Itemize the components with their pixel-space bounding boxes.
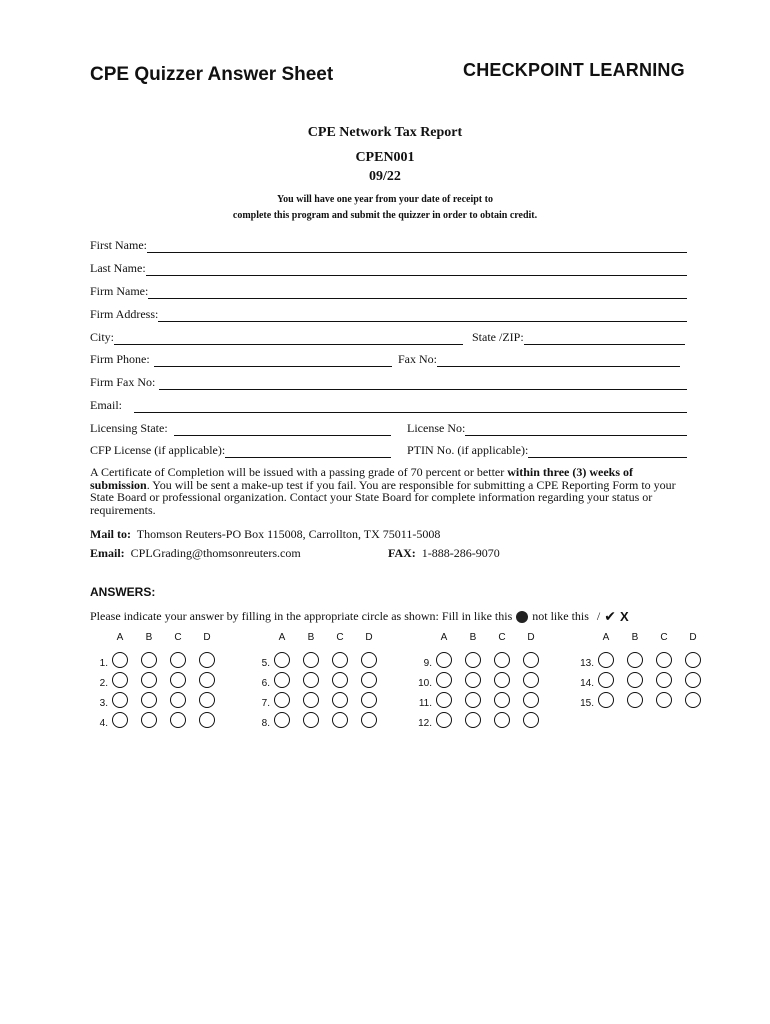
city-label: City: (90, 330, 115, 344)
answer-bubble-a[interactable] (112, 652, 128, 668)
question-number: 10. (418, 678, 432, 689)
answer-bubble-d[interactable] (523, 712, 539, 728)
answer-bubble-d[interactable] (685, 652, 701, 668)
question-number: 3. (99, 698, 108, 709)
email-line[interactable] (134, 400, 687, 413)
grading-email (90, 546, 301, 561)
choice-header-b: B (631, 632, 639, 643)
answer-bubble-d[interactable] (361, 672, 377, 688)
grading-email-address: CPLGrading@thomsonreuters.com (130, 546, 301, 560)
email-label: Email: (90, 398, 122, 412)
course-title: CPE Network Tax Report (307, 125, 463, 140)
firm-fax-line[interactable] (159, 377, 687, 390)
certificate-paragraph (90, 466, 688, 516)
choice-header-a: A (116, 632, 124, 643)
answer-bubble-d[interactable] (199, 692, 215, 708)
fax-no-line[interactable] (437, 354, 680, 367)
answer-bubble-a[interactable] (274, 692, 290, 708)
firm-fax-field[interactable] (90, 375, 687, 390)
ptin-line[interactable] (528, 445, 687, 458)
grading-fax (388, 546, 500, 561)
question-number: 5. (261, 658, 270, 669)
firm-address-line[interactable] (158, 309, 687, 322)
ptin-field[interactable] (407, 443, 687, 458)
answer-bubble-b[interactable] (303, 672, 319, 688)
answer-bubble-c[interactable] (494, 672, 510, 688)
answer-bubble-b[interactable] (465, 652, 481, 668)
grading-email-label: Email: (90, 546, 125, 560)
answer-bubble-c[interactable] (170, 692, 186, 708)
answer-bubble-b[interactable] (141, 712, 157, 728)
first-name-field[interactable] (90, 238, 687, 253)
answer-bubble-c[interactable] (170, 712, 186, 728)
answer-bubble-d[interactable] (361, 692, 377, 708)
choice-header-c: C (660, 632, 668, 643)
choice-header-a: A (440, 632, 448, 643)
choice-header-c: C (174, 632, 182, 643)
course-code: CPEN001 (355, 150, 415, 165)
state-zip-field[interactable] (472, 330, 685, 345)
question-number: 7. (261, 698, 270, 709)
certificate-text-b: . You will be sent a make-up test if you fail. You are responsible for submitting a CPE Reporting Form to your State Board or professional organization. Contact your State Board for complete information regarding your status or requirements. (90, 477, 676, 517)
last-name-label: Last Name: (90, 261, 146, 275)
question-number: 9. (423, 658, 432, 669)
answer-bubble-a[interactable] (274, 712, 290, 728)
cfp-license-label: CFP License (if applicable): (90, 443, 226, 457)
answer-bubble-b[interactable] (627, 672, 643, 688)
deadline-note-line1: You will have one year from your date of receipt to (277, 194, 493, 205)
answer-bubble-c[interactable] (170, 672, 186, 688)
firm-address-label: Firm Address: (90, 307, 159, 321)
first-name-line[interactable] (147, 240, 687, 253)
not-like-text: not like this (532, 609, 589, 623)
filled-circle-icon (516, 611, 528, 623)
slash-text: / (596, 609, 601, 623)
answer-bubble-c[interactable] (170, 652, 186, 668)
answer-bubble-a[interactable] (598, 692, 614, 708)
firm-phone-field[interactable] (90, 352, 392, 367)
answer-bubble-a[interactable] (274, 652, 290, 668)
answer-bubble-b[interactable] (627, 692, 643, 708)
answer-bubble-b[interactable] (627, 652, 643, 668)
certificate-text-a: A Certificate of Completion will be issued with a passing grade of 70 percent or better (90, 465, 508, 479)
answer-bubble-a[interactable] (112, 672, 128, 688)
license-no-line[interactable] (465, 423, 687, 436)
firm-name-line[interactable] (148, 286, 687, 299)
cfp-license-field[interactable] (90, 443, 391, 458)
x-mark-icon: X (619, 609, 629, 624)
choice-header-d: D (527, 632, 535, 643)
answer-bubble-c[interactable] (494, 652, 510, 668)
firm-phone-line[interactable] (154, 354, 392, 367)
licensing-state-field[interactable] (90, 421, 391, 436)
answer-bubble-b[interactable] (303, 692, 319, 708)
answer-bubble-c[interactable] (494, 692, 510, 708)
page-title: CPE Quizzer Answer Sheet (90, 64, 334, 85)
license-no-label: License No: (407, 421, 466, 435)
mail-to-label: Mail to: (90, 527, 131, 541)
answer-bubble-c[interactable] (332, 712, 348, 728)
answers-heading: ANSWERS: (90, 585, 156, 599)
answer-bubble-d[interactable] (685, 672, 701, 688)
answer-bubble-a[interactable] (274, 672, 290, 688)
question-number: 4. (99, 718, 108, 729)
answer-bubble-b[interactable] (141, 692, 157, 708)
first-name-label: First Name: (90, 238, 147, 252)
brand-logo: CHECKPOINT LEARNING (463, 60, 685, 80)
answer-bubble-b[interactable] (141, 672, 157, 688)
firm-name-field[interactable] (90, 284, 687, 299)
answer-bubble-a[interactable] (436, 712, 452, 728)
question-number: 13. (580, 658, 594, 669)
choice-header-c: C (336, 632, 344, 643)
answer-bubble-a[interactable] (598, 672, 614, 688)
mail-to-address: Thomson Reuters-PO Box 115008, Carrollton, TX 75011-5008 (136, 527, 441, 541)
state-zip-line[interactable] (524, 332, 685, 345)
city-line[interactable] (114, 332, 463, 345)
answer-bubble-c[interactable] (332, 672, 348, 688)
answer-bubble-a[interactable] (436, 692, 452, 708)
answer-bubble-d[interactable] (523, 672, 539, 688)
firm-name-label: Firm Name: (90, 284, 149, 298)
answer-bubble-b[interactable] (303, 712, 319, 728)
answer-bubble-a[interactable] (112, 692, 128, 708)
firm-fax-label: Firm Fax No: (90, 375, 156, 389)
answer-bubble-b[interactable] (303, 652, 319, 668)
licensing-state-label: Licensing State: (90, 421, 168, 435)
answer-bubble-a[interactable] (436, 652, 452, 668)
certificate-deadline: within three (3) weeks of submission (90, 465, 633, 492)
answer-bubble-d[interactable] (361, 652, 377, 668)
answer-bubble-d[interactable] (361, 712, 377, 728)
instruction-text: Please indicate your answer by filling in the appropriate circle as shown: Fill in like this (90, 609, 513, 623)
grading-fax-number: 1-888-286-9070 (421, 546, 500, 560)
license-no-field[interactable] (407, 421, 687, 436)
answer-bubble-c[interactable] (494, 712, 510, 728)
ptin-label: PTIN No. (if applicable): (407, 443, 529, 457)
firm-phone-label: Firm Phone: (90, 352, 150, 366)
question-number: 15. (580, 698, 594, 709)
choice-header-c: C (498, 632, 506, 643)
city-field[interactable] (90, 330, 463, 345)
licensing-state-line[interactable] (174, 423, 391, 436)
grading-fax-label: FAX: (388, 546, 416, 560)
answer-bubble-c[interactable] (332, 692, 348, 708)
answer-bubble-d[interactable] (199, 712, 215, 728)
choice-header-b: B (145, 632, 153, 643)
choice-header-d: D (689, 632, 697, 643)
cfp-license-line[interactable] (225, 445, 391, 458)
choice-header-b: B (469, 632, 477, 643)
question-number: 1. (99, 658, 108, 669)
question-number: 14. (580, 678, 594, 689)
answer-bubble-b[interactable] (465, 692, 481, 708)
last-name-field[interactable] (90, 261, 687, 276)
choice-header-d: D (203, 632, 211, 643)
question-number: 2. (99, 678, 108, 689)
email-field[interactable] (90, 398, 687, 413)
answer-bubble-b[interactable] (141, 652, 157, 668)
choice-header-b: B (307, 632, 315, 643)
answer-bubble-d[interactable] (199, 672, 215, 688)
answer-bubble-d[interactable] (523, 652, 539, 668)
question-number: 12. (418, 718, 432, 729)
choice-header-a: A (278, 632, 286, 643)
mail-to (90, 527, 440, 542)
answer-bubble-c[interactable] (656, 672, 672, 688)
fax-no-label: Fax No: (398, 352, 437, 366)
question-number: 6. (261, 678, 270, 689)
answer-bubble-c[interactable] (332, 652, 348, 668)
question-number: 11. (418, 698, 432, 709)
fax-no-field[interactable] (398, 352, 680, 367)
answer-bubble-a[interactable] (598, 652, 614, 668)
answer-bubble-c[interactable] (656, 652, 672, 668)
deadline-note-line2: complete this program and submit the quizzer in order to obtain credit. (232, 210, 538, 221)
question-number: 8. (261, 718, 270, 729)
answers-instruction (90, 608, 629, 625)
course-date: 09/22 (369, 169, 401, 184)
answer-bubble-d[interactable] (523, 692, 539, 708)
firm-address-field[interactable] (90, 307, 687, 322)
answer-bubble-b[interactable] (465, 712, 481, 728)
answer-bubble-c[interactable] (656, 692, 672, 708)
choice-header-d: D (365, 632, 373, 643)
state-zip-label: State /ZIP: (472, 330, 524, 344)
answer-bubble-b[interactable] (465, 672, 481, 688)
answer-bubble-d[interactable] (199, 652, 215, 668)
answer-bubble-d[interactable] (685, 692, 701, 708)
check-mark-icon: ✔ (604, 608, 616, 624)
answer-bubble-a[interactable] (112, 712, 128, 728)
answer-bubble-a[interactable] (436, 672, 452, 688)
choice-header-a: A (602, 632, 610, 643)
last-name-line[interactable] (146, 263, 687, 276)
